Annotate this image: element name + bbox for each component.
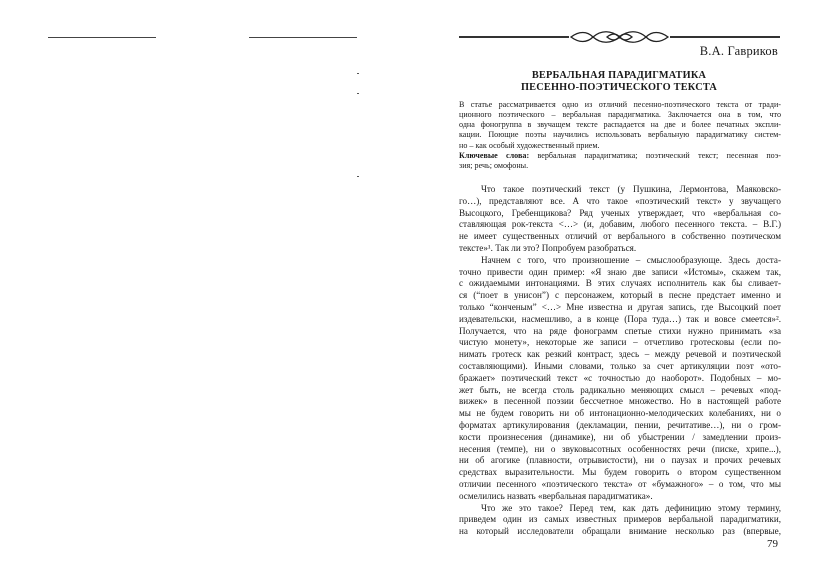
page-number: 79 bbox=[767, 538, 778, 550]
body-line: жет быть, не всегда столь радикально меняющих смысл – речевых «под- bbox=[459, 384, 781, 395]
abstract-line: но – как особый художественный прием. bbox=[459, 140, 600, 150]
abstract-line: кации. Поющие поэты научились использовать вербальную парадигматику систем- bbox=[459, 130, 781, 140]
body-line: чистую монету», некоторые же записи – отчетливо гротесковы (если по- bbox=[459, 337, 781, 348]
body-line: Что такое поэтический текст (у Пушкина, Лермонтова, Маяковско- bbox=[481, 184, 781, 194]
body-line: составляющими). Иными словами, только за счет артикуляции поэт «ото- bbox=[459, 360, 781, 371]
ornament-line-right bbox=[670, 36, 780, 38]
page-mark bbox=[357, 73, 359, 74]
body-line: точно привести один пример: «Я знаю две записи «Истомы», скажем так, bbox=[459, 266, 781, 277]
body-line: средствах выразительности. Мы будем говорить о втором существенном bbox=[459, 467, 781, 478]
article-body bbox=[459, 184, 781, 538]
body-line: кости произнесения (динамике), ни об убыстрении / замедлении произ- bbox=[459, 431, 781, 442]
body-line: осмелились назвать «вербальная парадигматика». bbox=[459, 490, 653, 501]
body-line: издевательски, насмешливо, а в конце (Пора туда…) так и вовсе смеется»². bbox=[459, 313, 781, 324]
keywords-label: Ключевые слова: bbox=[459, 150, 530, 160]
body-line: не имеет существенных отличий от вербального в собственно поэтическом bbox=[459, 231, 781, 242]
body-line: бражает» поэтический текст «с точностью до наоборот». Подобных – мо- bbox=[459, 372, 781, 383]
body-line: мы не будем говорить ни об интонационно-мелодических колебаниях, ни о bbox=[459, 408, 781, 419]
body-line: на который исследователи обращали внимание несколько раз (впервые, bbox=[459, 526, 781, 537]
header-rule-left bbox=[48, 37, 156, 38]
body-line: тексте»¹. Так ли это? Попробуем разобраться. bbox=[459, 242, 637, 253]
body-line: ставляющая рок-текста <…> (и, добавим, любого песенного текста. – В.Г.) bbox=[459, 219, 781, 230]
ornament-line-left bbox=[459, 36, 569, 38]
ornament-divider-icon bbox=[459, 30, 780, 44]
body-line: несения (темпе), ни о звуковысотных особенностях речи (писке, хрипе...), bbox=[459, 443, 781, 454]
body-line: вижек» в песенной поэзии бессчетное множество. Но в настоящей работе bbox=[459, 396, 781, 407]
body-line: Что же это такое? Перед тем, как дать дефиницию этому термину, bbox=[481, 502, 781, 513]
body-line: нимать гротеск как резкий контраст, здесь – между речевой и поэтической bbox=[459, 349, 781, 360]
abstract bbox=[459, 100, 781, 171]
body-line: Начнем с того, что произношение – смыслообразующе. Здесь доста- bbox=[481, 254, 781, 265]
body-line: го…), представляют все. А что такое «поэтический текст» у звучащего bbox=[459, 195, 781, 206]
right-page bbox=[410, 0, 820, 582]
body-line: ся (“поет в унисон”) с персонажем, который в песне предстает именно и bbox=[459, 290, 781, 301]
body-line: отличии песенного «поэтического текста» от «бумажного» – о том, что мы bbox=[459, 478, 781, 489]
body-line: Получается, что на ряде фонограмм спетые стихи нужно принимать «за bbox=[459, 325, 781, 336]
header-rule-right bbox=[249, 37, 357, 38]
article-title-line-2: ПЕСЕННО-ПОЭТИЧЕСКОГО ТЕКСТА bbox=[520, 82, 718, 93]
abstract-line: В статье рассматривается одно из отличий песенно-поэтического текста от тради- bbox=[459, 100, 781, 109]
article-title-line-1: ВЕРБАЛЬНАЯ ПАРАДИГМАТИКА bbox=[531, 70, 707, 81]
body-line: Высоцкого, Гребенщикова? Ряд ученых утверждает, что «вербальная со- bbox=[459, 207, 781, 218]
ornament-center-icon bbox=[569, 30, 670, 44]
abstract-line: ционного поэтического – вербальная парадигматика. Заключается она в том, что bbox=[459, 110, 781, 120]
body-line: форматах артикулирования (декламации, пении, речитативе…), ни о гром- bbox=[459, 419, 781, 430]
body-line: ни об агогике (плавности, отрывистости), ни о паузах и прочих речевых bbox=[459, 455, 781, 466]
keywords-line bbox=[459, 151, 781, 161]
page-mark bbox=[357, 93, 359, 94]
abstract-line: одна фоногруппа в звучащем тексте распадается на две и более печатных экспли- bbox=[459, 120, 781, 130]
body-line: только “конченым” <…> Мне известна и другая запись, где Высоцкий поет bbox=[459, 301, 781, 312]
keywords-text: вербальная парадигматика; поэтический текст; песенная поэ- bbox=[529, 150, 781, 160]
running-header-author: В.А. Гавриков bbox=[699, 44, 778, 58]
keywords-line: зия; речь; омофоны. bbox=[459, 160, 529, 170]
page-mark bbox=[357, 176, 359, 177]
body-line: приведем один из самых известных примеров вербальной парадигматики, bbox=[459, 514, 781, 525]
body-line: с ожидаемыми интонациями. В этих случаях исполнитель как бы сливает- bbox=[459, 278, 781, 289]
